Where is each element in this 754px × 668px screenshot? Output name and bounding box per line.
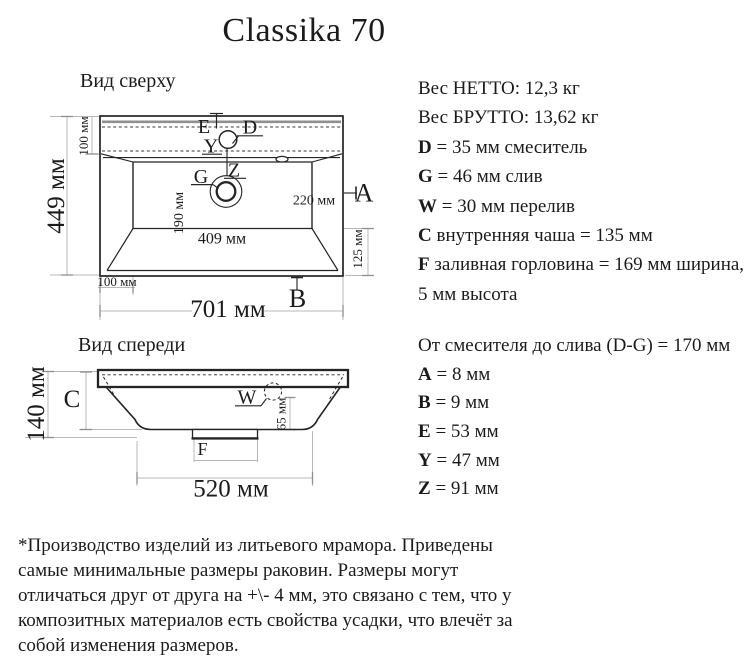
spec-line-e: E = 53 мм xyxy=(418,421,499,443)
spec-line-b: B = 9 мм xyxy=(418,392,490,414)
footnote-line: собой изменения размеров. xyxy=(18,635,239,656)
dim-409-label: 409 мм xyxy=(197,230,247,248)
page-title: Classika 70 xyxy=(222,12,386,49)
marker-d: D xyxy=(242,116,258,139)
front-view-dimension-ticks xyxy=(42,372,313,485)
front-view-label: Вид спереди xyxy=(78,334,186,356)
spec-line-brutto: Вес БРУТТО: 13,62 кг xyxy=(418,107,599,129)
spec-line-a: A = 8 мм xyxy=(418,363,491,385)
spec-line-c: C внутренняя чаша = 135 мм xyxy=(418,224,653,246)
top-view-drawing xyxy=(20,105,395,330)
marker-e: E xyxy=(197,116,211,138)
spec-line-f2: 5 мм высота xyxy=(418,283,518,305)
spec-block-weights xyxy=(418,74,753,309)
spec-line-w: W = 30 мм перелив xyxy=(418,195,575,217)
faucet-hole xyxy=(219,131,237,149)
overflow-slot xyxy=(276,156,288,162)
dim-125-label: 125 мм xyxy=(350,229,365,269)
rim-bar xyxy=(98,370,348,387)
marker-z: Z xyxy=(227,159,241,182)
spec-line-y: Y = 47 мм xyxy=(418,449,500,471)
footnote-line: композитных материалов есть свойства усадки, что влечёт за xyxy=(18,610,513,631)
dim-520-label: 520 мм xyxy=(193,475,269,503)
front-view-outline xyxy=(98,370,348,438)
spec-line-g: G = 46 мм слив xyxy=(418,166,543,188)
footnote-line: отличаться друг от друга на +\- 4 мм, это связано с тем, что у xyxy=(18,585,512,606)
dim-449-label: 449 мм xyxy=(43,158,70,234)
dim-190-label: 190 мм xyxy=(172,191,187,235)
marker-y: Y xyxy=(203,135,219,158)
marker-g: G xyxy=(193,165,209,188)
dim-220-label: 220 мм xyxy=(292,193,336,209)
basin-profile xyxy=(107,388,341,430)
spec-line-z: Z = 91 мм xyxy=(418,478,499,500)
footnote xyxy=(18,533,513,658)
spec-line-dg: От смесителя до слива (D-G) = 170 мм xyxy=(418,335,731,356)
marker-b: B xyxy=(288,284,307,313)
dim-701-label: 701 мм xyxy=(190,296,266,323)
spec-line-netto: Вес НЕТТО: 12,3 кг xyxy=(418,78,580,99)
drain-inner xyxy=(217,182,236,201)
footnote-line: *Производство изделий из литьевого мрамора. Приведены xyxy=(18,535,493,556)
spec-block-letters xyxy=(418,332,753,504)
dim-140-label: 140 мм xyxy=(23,366,50,442)
marker-a: A xyxy=(354,178,374,208)
top-view-label: Вид сверху xyxy=(80,70,176,92)
marker-c: C xyxy=(63,386,81,413)
dim-65-label: 65 мм xyxy=(273,397,289,431)
marker-w: W xyxy=(237,386,257,409)
front-view-drawing xyxy=(20,360,395,510)
dim-100-top-label: 100 мм xyxy=(76,116,91,156)
spec-line-d: D = 35 мм смеситель xyxy=(418,136,588,158)
spec-line-f: F заливная горловина = 169 мм ширина, xyxy=(418,254,745,276)
dim-100-bottom-label: 100 мм xyxy=(97,274,137,289)
marker-f: F xyxy=(197,439,208,459)
footnote-line: самые минимальные размеры раковин. Размеры могут xyxy=(18,560,459,581)
filler-neck xyxy=(193,430,258,439)
